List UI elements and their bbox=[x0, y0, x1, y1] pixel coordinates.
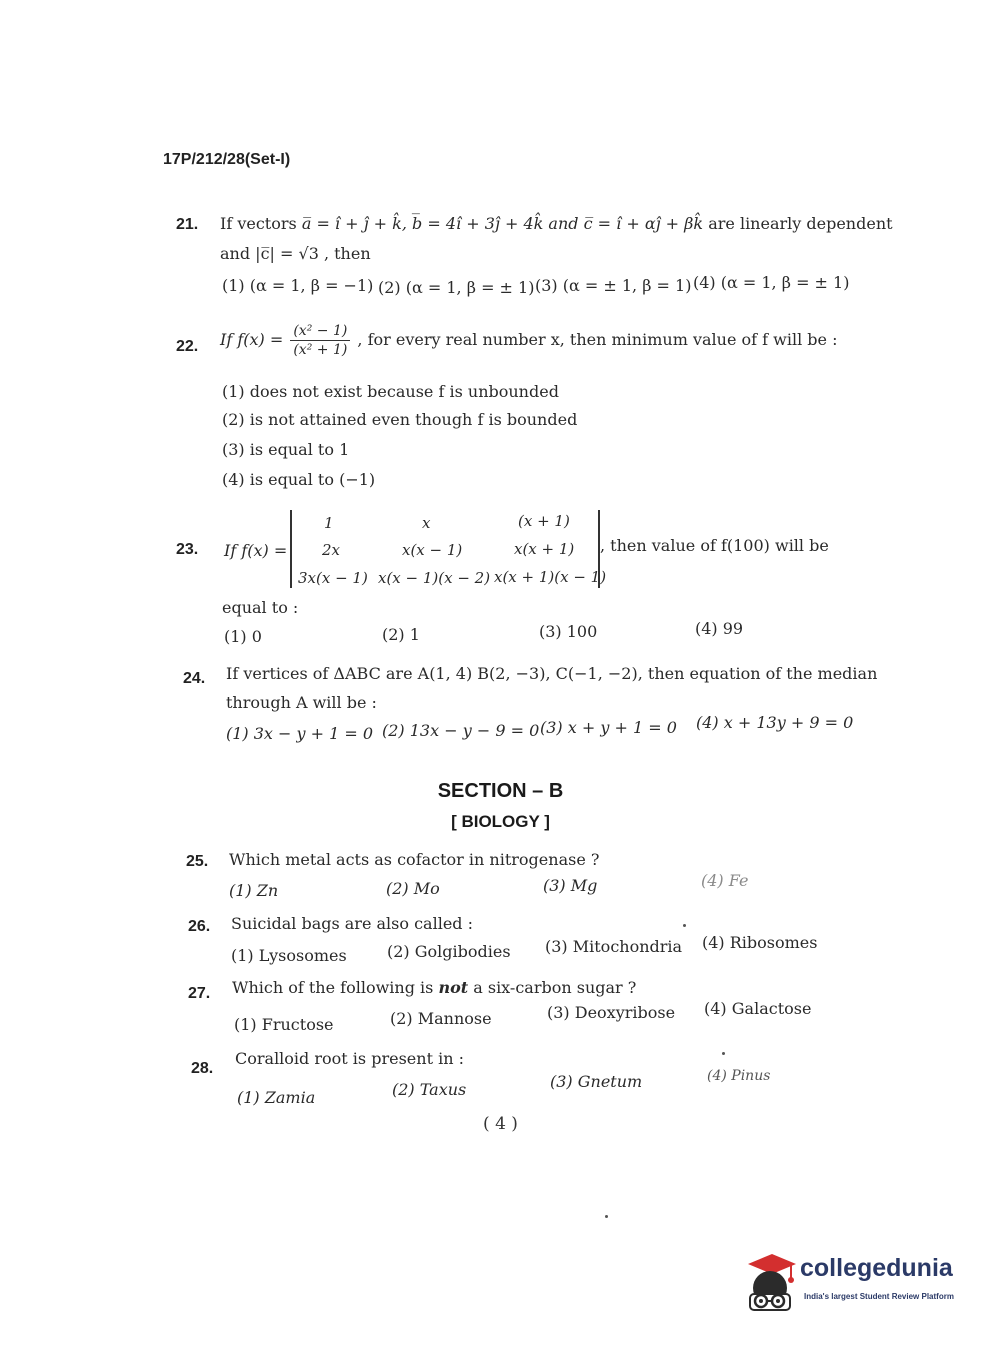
option-3: (3) 100 bbox=[539, 622, 598, 641]
option-4: (4) 99 bbox=[695, 619, 744, 638]
question-text: Suicidal bags are also called : bbox=[231, 914, 474, 933]
matrix-cell: 3x(x − 1) bbox=[298, 569, 368, 587]
fraction-numerator: (x² − 1) bbox=[290, 322, 350, 341]
option-1: (1) Lysosomes bbox=[231, 946, 347, 965]
question-text-part: Which of the following is bbox=[232, 978, 439, 997]
function-label: If f(x) = bbox=[224, 541, 288, 560]
option-3: (3) Deoxyribose bbox=[547, 1003, 676, 1022]
mascot-icon bbox=[742, 1250, 800, 1314]
question-number: 28. bbox=[191, 1060, 214, 1077]
question-number: 26. bbox=[188, 918, 211, 935]
matrix-cell: (x + 1) bbox=[518, 512, 570, 530]
question-number: 27. bbox=[188, 985, 211, 1002]
function-label: If f(x) = bbox=[220, 330, 284, 349]
option-3: (3) is equal to 1 bbox=[222, 440, 350, 459]
page-number: ( 4 ) bbox=[483, 1114, 518, 1134]
option-3: (3) Gnetum bbox=[550, 1072, 643, 1091]
matrix-cell: x bbox=[422, 514, 431, 532]
scan-speck bbox=[722, 1052, 725, 1055]
fraction bbox=[290, 322, 350, 359]
option-4: (4) Ribosomes bbox=[702, 933, 818, 952]
matrix-cell: x(x − 1)(x − 2) bbox=[378, 569, 491, 587]
question-text-line: through A will be : bbox=[226, 693, 377, 712]
option-2: (2) 13x − y − 9 = 0 bbox=[382, 721, 540, 740]
section-title: SECTION – B bbox=[437, 780, 564, 802]
option-2: (2) is not attained even though f is bounded bbox=[222, 410, 578, 429]
option-3: (3) Mitochondria bbox=[545, 937, 683, 956]
option-3: (3) (α = ± 1, β = 1) bbox=[535, 276, 692, 295]
question-number: 24. bbox=[183, 670, 206, 687]
question-text-part: If vectors bbox=[220, 214, 297, 233]
option-1: (1) Fructose bbox=[234, 1015, 334, 1034]
question-text-line: and |c̅| = √3 , then bbox=[220, 244, 371, 263]
option-4: (4) Pinus bbox=[707, 1068, 771, 1084]
scan-speck bbox=[605, 1215, 608, 1218]
option-2: (2) 1 bbox=[382, 625, 420, 644]
option-4: (4) Galactose bbox=[704, 999, 812, 1018]
option-2: (2) Mannose bbox=[390, 1009, 492, 1028]
option-1: (1) 0 bbox=[224, 627, 262, 646]
question-number: 23. bbox=[176, 541, 199, 558]
question-text-part: are linearly dependent bbox=[708, 214, 893, 233]
option-1: (1) does not exist because f is unbounded bbox=[222, 382, 559, 401]
paper-code: 17P/212/28(Set-I) bbox=[163, 151, 291, 168]
option-1: (1) Zamia bbox=[237, 1088, 316, 1107]
question-number: 21. bbox=[176, 216, 199, 233]
option-4: (4) is equal to (−1) bbox=[222, 470, 376, 489]
option-1: (1) Zn bbox=[229, 881, 279, 900]
option-1: (1) (α = 1, β = −1) bbox=[222, 276, 374, 295]
option-3: (3) x + y + 1 = 0 bbox=[540, 718, 677, 737]
matrix-cell: 2x bbox=[322, 541, 341, 559]
question-text bbox=[220, 322, 837, 359]
section-subtitle: [ BIOLOGY ] bbox=[451, 812, 550, 831]
option-3: (3) Mg bbox=[543, 876, 598, 895]
logo-wordmark: collegedunia bbox=[800, 1254, 953, 1282]
emphasis-word: not bbox=[438, 978, 469, 997]
question-text-part: , for every real number x, then minimum value of f will be : bbox=[357, 330, 838, 349]
question-text: Coralloid root is present in : bbox=[235, 1049, 464, 1068]
vector-expression: a̅ = î + ĵ + k̂, b̅ = 4î + 3ĵ + 4k̂ and c̅ = î + αĵ + βk̂ bbox=[301, 214, 704, 233]
option-2: (2) (α = 1, β = ± 1) bbox=[378, 278, 535, 297]
option-1: (1) 3x − y + 1 = 0 bbox=[226, 724, 374, 743]
matrix-cell: 1 bbox=[324, 514, 334, 532]
question-text bbox=[232, 978, 636, 997]
question-text-line: If vertices of ΔABC are A(1, 4) B(2, −3), C(−1, −2), then equation of the median bbox=[226, 664, 878, 683]
question-number: 22. bbox=[176, 338, 199, 355]
matrix-cell: x(x + 1) bbox=[514, 540, 575, 558]
collegedunia-logo bbox=[742, 1250, 972, 1314]
question-text: Which metal acts as cofactor in nitrogenase ? bbox=[229, 850, 600, 869]
logo-tagline: India's largest Student Review Platform bbox=[804, 1292, 954, 1301]
matrix-cell: x(x + 1)(x − 1) bbox=[494, 568, 607, 586]
question-text-part: a six-carbon sugar ? bbox=[468, 978, 637, 997]
option-2: (2) Taxus bbox=[392, 1080, 467, 1099]
option-2: (2) Mo bbox=[386, 879, 440, 898]
question-number: 25. bbox=[186, 853, 209, 870]
option-4: (4) (α = 1, β = ± 1) bbox=[693, 273, 850, 292]
determinant bbox=[290, 510, 607, 588]
question-text-line: equal to : bbox=[222, 598, 299, 617]
matrix-cell: x(x − 1) bbox=[402, 541, 463, 559]
fraction-denominator: (x² + 1) bbox=[293, 342, 348, 358]
option-4: (4) x + 13y + 9 = 0 bbox=[696, 713, 854, 732]
option-2: (2) Golgibodies bbox=[387, 942, 511, 961]
question-text-part: , then value of f(100) will be bbox=[600, 536, 829, 555]
option-4: (4) Fe bbox=[701, 871, 749, 890]
question-text bbox=[220, 214, 893, 233]
scan-speck bbox=[683, 924, 686, 927]
